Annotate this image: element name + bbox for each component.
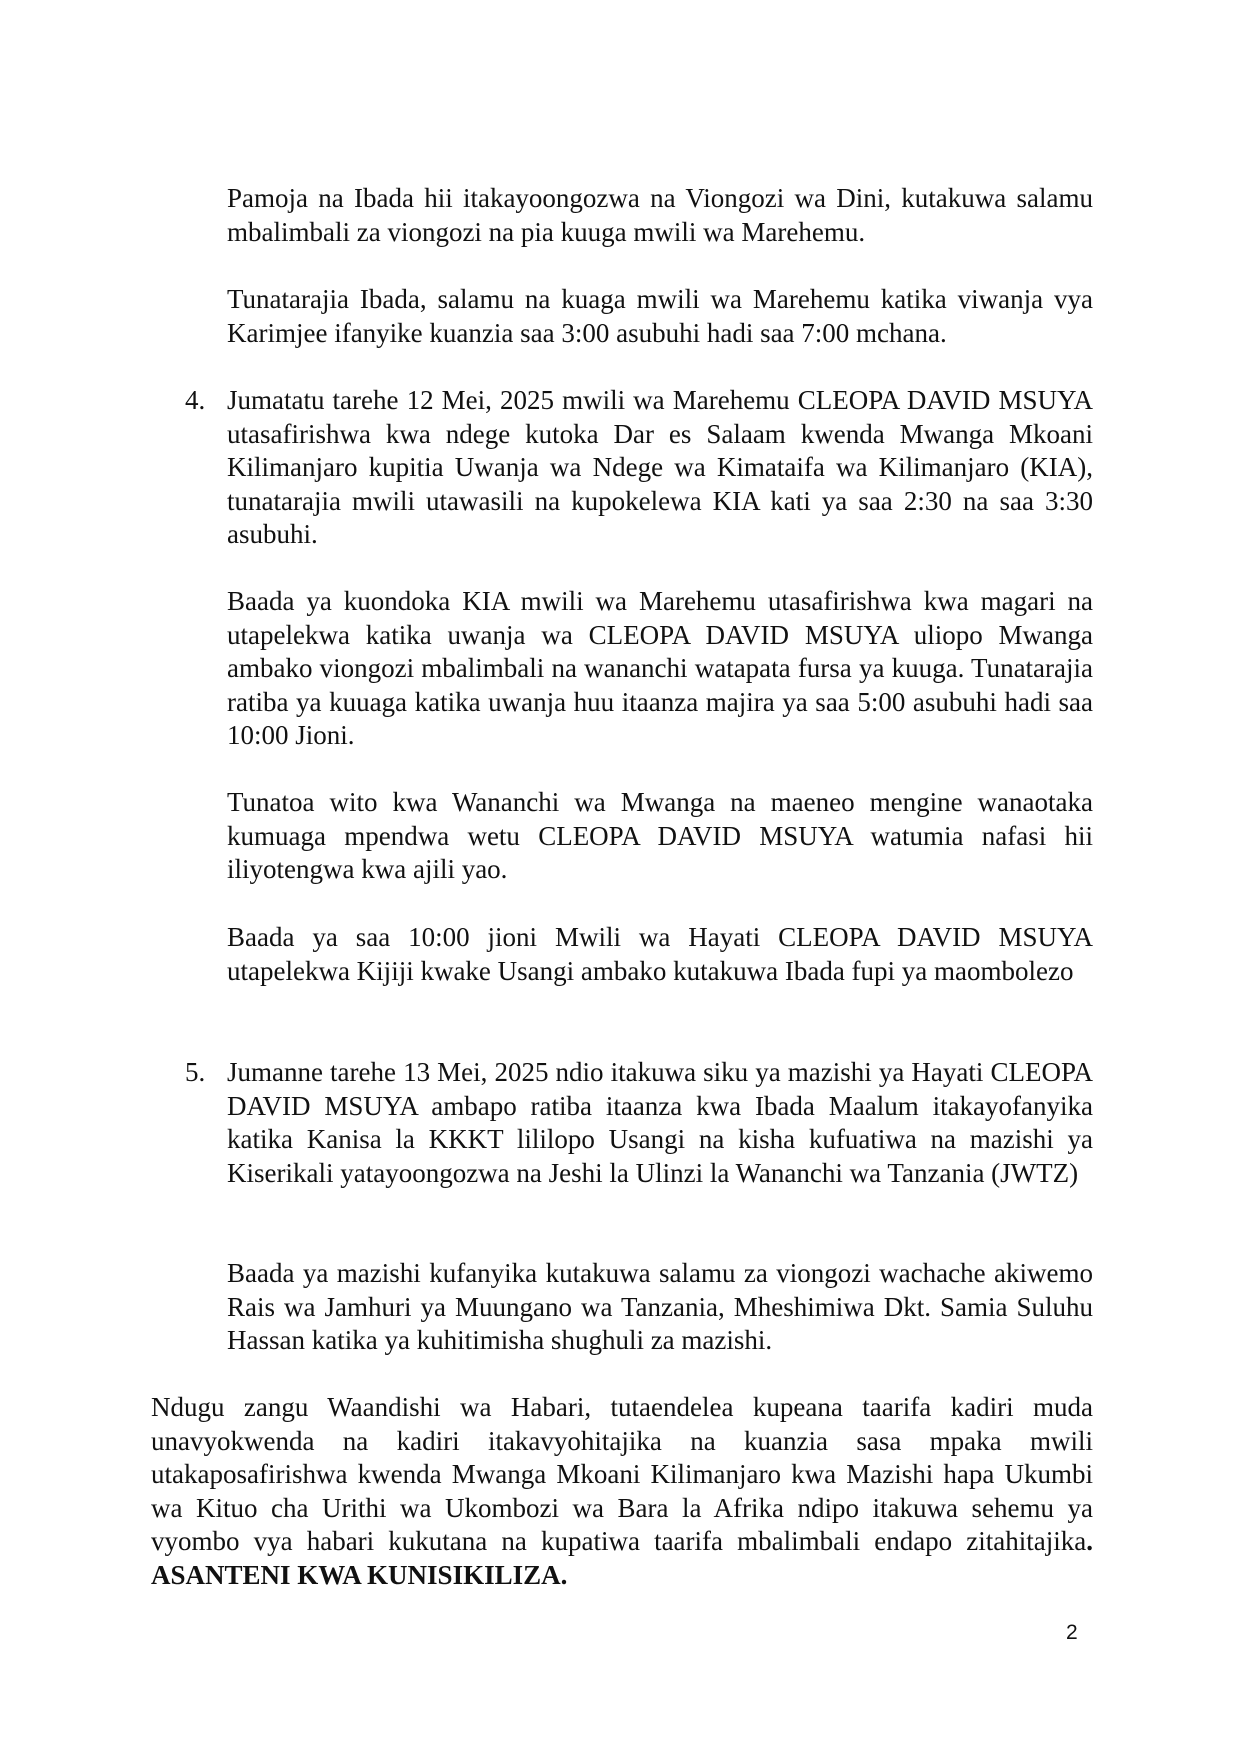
paragraph-leaders-greetings — [227, 1257, 1093, 1358]
paragraph-text: Baada ya mazishi kufanyika kutakuwa salamu za viongozi wachache akiwemo Rais wa Jamhuri ya Muungano wa Tanzania, Mheshimiwa Dkt. Samia Suluhu Hassan katika ya kuhitimisha shughuli za mazishi. — [227, 1258, 1093, 1355]
closing-thanks: . ASANTENI KWA KUNISIKILIZA. — [151, 1526, 1093, 1590]
paragraph-mwanga-stadium — [227, 585, 1093, 753]
paragraph-closing — [151, 1391, 1093, 1592]
paragraph-text: Pamoja na Ibada hii itakayoongozwa na Viongozi wa Dini, kutakuwa salamu mbalimbali za viongozi na pia kuuga mwili wa Marehemu. — [227, 183, 1093, 247]
list-item-text: Jumanne tarehe 13 Mei, 2025 ndio itakuwa siku ya mazishi ya Hayati CLEOPA DAVID MSUYA ambapo ratiba itaanza kwa Ibada Maalum itakayofanyika katika Kanisa la KKKT lililopo Usangi na kisha kufuatiwa na mazishi ya Kiserikali yatayoongozwa na Jeshi la Ulinzi la Wananchi wa Tanzania (JWTZ) — [227, 1057, 1093, 1188]
closing-paragraph-text — [151, 1391, 1093, 1592]
list-number-4: 4. — [185, 385, 206, 415]
closing-text: Ndugu zangu Waandishi wa Habari, tutaendelea kupeana taarifa kadiri muda unavyokwenda na kadiri itakavyohitajika na kuanzia sasa mpaka mwili utakaposafirishwa kwenda Mwanga Mkoani Kilimanjaro kwa Mazishi hapa Ukumbi wa Kituo cha Urithi wa Ukombozi wa Bara la Afrika ndipo itakuwa sehemu ya vyombo vya habari kukutana na kupatiwa taarifa mbalimbali endapo zitahitajika — [151, 1392, 1093, 1556]
paragraph-call-to-citizens — [227, 786, 1093, 887]
paragraph-text: Baada ya saa 10:00 jioni Mwili wa Hayati CLEOPA DAVID MSUYA utapelekwa Kijiji kwake Usangi ambako kutakuwa Ibada fupi ya maombolezo — [227, 922, 1093, 986]
paragraph-text: Tunatarajia Ibada, salamu na kuaga mwili wa Marehemu katika viwanja vya Karimjee ifanyike kuanzia saa 3:00 asubuhi hadi saa 7:00 mchana. — [227, 284, 1093, 348]
paragraph-ibada-greetings — [227, 182, 1093, 249]
paragraph-text: Baada ya kuondoka KIA mwili wa Marehemu utasafirishwa kwa magari na utapelekwa katika uwanja wa CLEOPA DAVID MSUYA uliopo Mwanga ambako viongozi mbalimbali na wananchi watapata fursa ya kuuga. Tunatarajia ratiba ya kuuaga katika uwanja huu itaanza majira ya saa 5:00 asubuhi hadi saa 10:00 Jioni. — [227, 586, 1093, 750]
paragraph-usangi-transfer — [227, 921, 1093, 988]
paragraph-text: Tunatoa wito kwa Wananchi wa Mwanga na maeneo mengine wanaotaka kumuaga mpendwa wetu CLEOPA DAVID MSUYA watumia nafasi hii iliyotengwa kwa ajili yao. — [227, 787, 1093, 884]
list-item-5 — [227, 1056, 1093, 1190]
list-item-4 — [227, 384, 1093, 552]
paragraph-karimjee-schedule — [227, 283, 1093, 350]
page-number: 2 — [1066, 1621, 1078, 1644]
list-number-5: 5. — [185, 1057, 206, 1087]
list-item-text: Jumatatu tarehe 12 Mei, 2025 mwili wa Marehemu CLEOPA DAVID MSUYA utasafirishwa kwa ndege kutoka Dar es Salaam kwenda Mwanga Mkoani Kilimanjaro kupitia Uwanja wa Ndege wa Kimataifa wa Kilimanjaro (KIA), tunatarajia mwili utawasili na kupokelewa KIA kati ya saa 2:30 na saa 3:30 asubuhi. — [227, 385, 1093, 549]
